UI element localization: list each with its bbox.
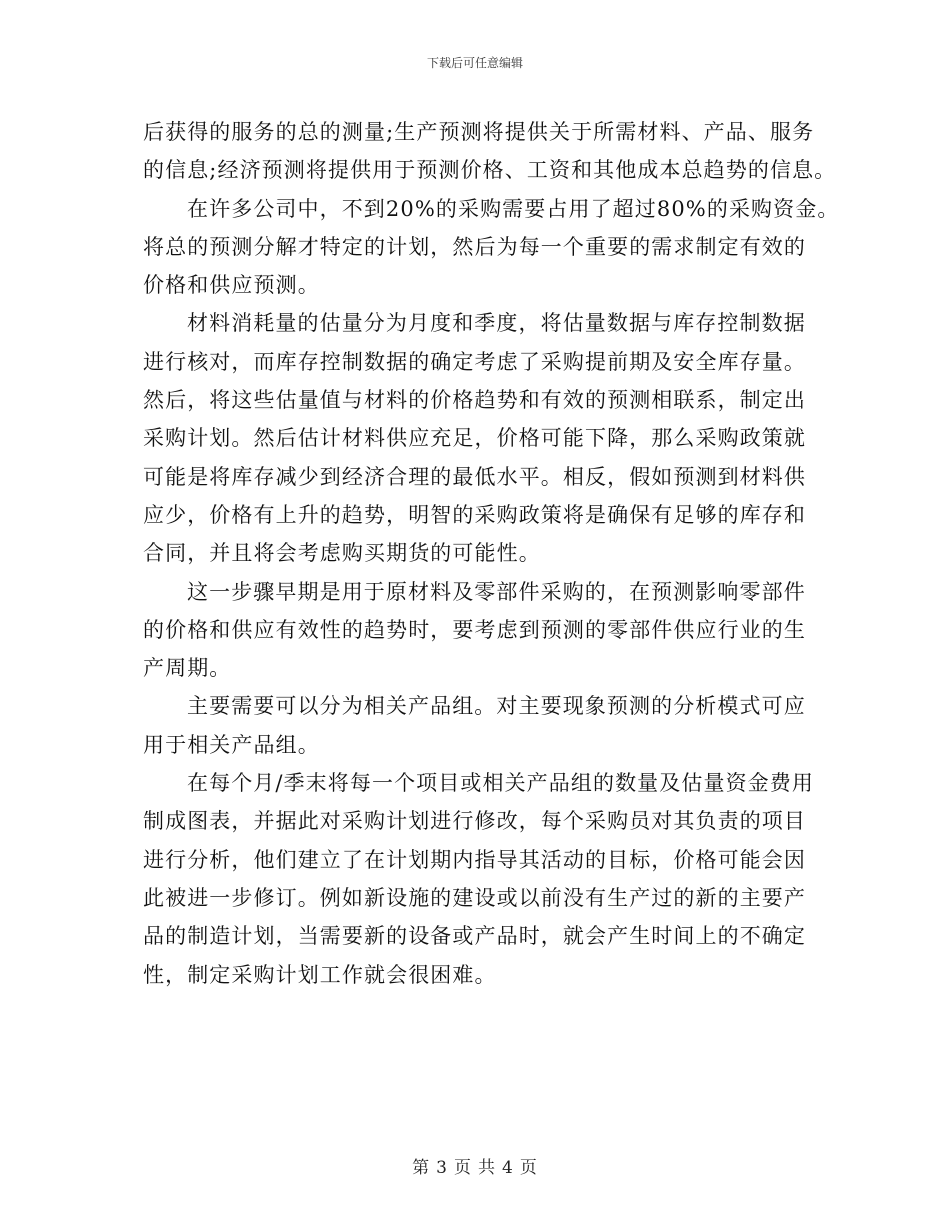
paragraph-line: 价格和供应预测。 [143,273,320,298]
paragraph-line: 材料消耗量的估量分为月度和季度，将估量数据与库存控制数据 [187,311,806,336]
paragraph-line: 进行核对，而库存控制数据的确定考虑了采购提前期及安全库存量。 [143,349,806,374]
footer-prefix: 第 [412,1158,431,1178]
footer-suffix: 页 [519,1158,538,1178]
paragraph-line: 的价格和供应有效性的趋势时，要考虑到预测的零部件供应行业的生 [143,617,806,642]
paragraph-line: 将总的预测分解才特定的计划，然后为每一个重要的需求制定有效的 [143,234,806,259]
paragraph-line: 合同，并且将会考虑购买期货的可能性。 [143,541,541,566]
paragraph-line: 用于相关产品组。 [143,732,320,757]
footer-total-word: 共 [478,1158,496,1178]
paragraph-line: 可能是将库存减少到经济合理的最低水平。相反，假如预测到材料供 [143,464,806,489]
total-page-number: 4 [502,1158,514,1178]
paragraph-line: 采购计划。然后估计材料供应充足，价格可能下降，那么采购政策就 [143,426,806,451]
footer-page-word: 页 [454,1158,472,1178]
paragraph-line: 应少，价格有上升的趋势，明智的采购政策将是确保有足够的库存和 [143,502,806,527]
paragraph-line: 产周期。 [143,656,232,681]
paragraph-line: 后获得的服务的总的测量;生产预测将提供关于所需材料、产品、服务 [143,120,815,144]
paragraph-line: 制成图表，并据此对采购计划进行修改，每个采购员对其负责的项目 [143,809,806,834]
paragraph-line: 进行分析，他们建立了在计划期内指导其活动的目标，价格可能会因 [143,847,806,872]
page-header: 下载后可任意编辑 [426,56,523,70]
paragraph-line: 这一步骤早期是用于原材料及零部件采购的，在预测影响零部件 [187,579,806,604]
paragraph-line: 在每个月/季末将每一个项目或相关产品组的数量及估量资金费用 [187,771,814,796]
paragraph-line: 品的制造计划，当需要新的设备或产品时，就会产生时间上的不确定 [143,924,806,949]
document-body [143,113,840,994]
paragraph-line: 的信息;经济预测将提供用于预测价格、工资和其他成本总趋势的信息。 [143,158,837,183]
paragraph-line: 然后，将这些估量值与材料的价格趋势和有效的预测相联系，制定出 [143,388,806,413]
paragraph-line: 主要需要可以分为相关产品组。对主要现象预测的分析模式可应 [187,694,806,719]
paragraph-line: 此被进一步修订。例如新设施的建设或以前没有生产过的新的主要产 [143,885,806,910]
paragraph-line: 在许多公司中，不到20%的采购需要占用了超过80%的采购资金。 [187,196,840,221]
current-page-number: 3 [436,1158,448,1178]
paragraph-line: 性，制定采购计划工作就会很困难。 [143,962,497,987]
page-footer [0,1153,950,1178]
